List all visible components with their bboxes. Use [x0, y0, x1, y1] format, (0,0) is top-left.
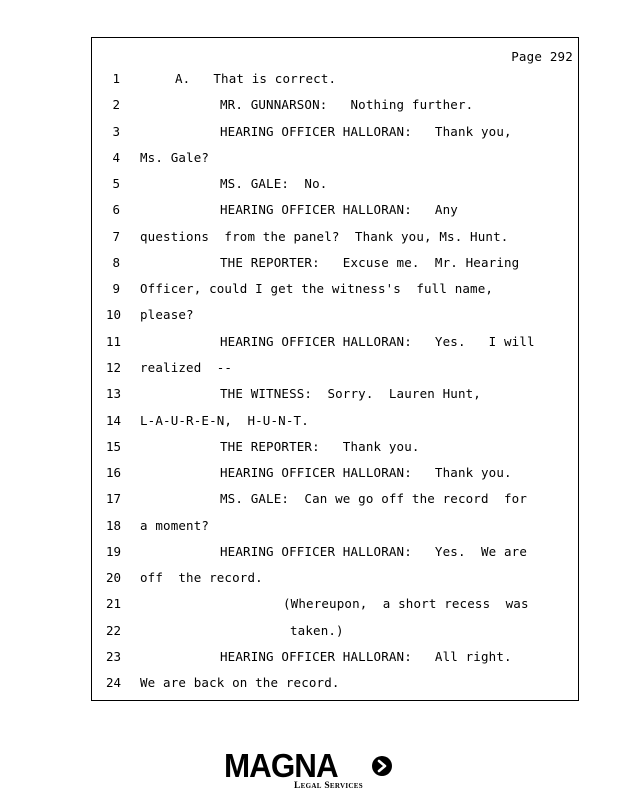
line-number: 10 [106, 307, 122, 323]
line-text: taken.) [290, 622, 344, 638]
transcript-line [0, 360, 618, 380]
line-text: HEARING OFFICER HALLORAN: Yes. We are [220, 543, 528, 559]
transcript-line [0, 413, 618, 433]
line-number: 13 [106, 386, 122, 402]
transcript-line [0, 518, 618, 538]
line-number: 15 [106, 438, 122, 454]
line-number: 8 [112, 254, 120, 270]
line-text: questions from the panel? Thank you, Ms. Hunt. [140, 228, 509, 244]
line-number: 18 [106, 517, 122, 533]
line-text: THE REPORTER: Thank you. [220, 438, 420, 454]
line-text: THE REPORTER: Excuse me. Mr. Hearing [220, 254, 520, 270]
transcript-line [0, 439, 618, 459]
transcript-line [0, 176, 618, 196]
transcript-line [0, 491, 618, 511]
line-text: THE WITNESS: Sorry. Lauren Hunt, [220, 386, 481, 402]
line-text: MS. GALE: No. [220, 176, 328, 192]
transcript-line [0, 281, 618, 301]
line-number: 24 [106, 675, 122, 691]
line-number: 6 [112, 202, 120, 218]
transcript-line [0, 124, 618, 144]
transcript-line [0, 229, 618, 249]
line-number: 9 [112, 281, 120, 297]
arrow-circle-icon [371, 755, 393, 777]
magna-logo [224, 748, 404, 792]
line-text: (Whereupon, a short recess was [283, 596, 529, 612]
line-text: Ms. Gale? [140, 149, 210, 165]
line-text: A. That is correct. [175, 71, 337, 86]
line-number: 5 [112, 176, 120, 192]
line-number: 16 [106, 465, 122, 481]
line-text: HEARING OFFICER HALLORAN: Yes. I will [220, 333, 535, 349]
line-number: 2 [112, 97, 120, 113]
transcript-line [0, 570, 618, 590]
transcript-line [0, 97, 618, 117]
transcript-line [0, 150, 618, 170]
transcript-line [0, 596, 618, 616]
transcript-line [0, 623, 618, 643]
line-number: 20 [106, 570, 122, 586]
transcript-line [0, 675, 618, 695]
line-text: MS. GALE: Can we go off the record for [220, 491, 528, 507]
line-text: L-A-U-R-E-N, H-U-N-T. [140, 412, 309, 428]
transcript-line [0, 649, 618, 669]
line-number: 7 [112, 228, 120, 244]
page-number: Page 292 [511, 49, 573, 64]
line-number: 23 [106, 648, 122, 664]
transcript-line [0, 71, 618, 91]
line-text: HEARING OFFICER HALLORAN: Thank you. [220, 465, 512, 481]
line-number: 11 [106, 333, 122, 349]
line-number: 4 [112, 149, 120, 165]
line-text: We are back on the record. [140, 675, 340, 691]
line-number: 17 [106, 491, 122, 507]
line-number: 14 [106, 412, 122, 428]
line-text: HEARING OFFICER HALLORAN: Any [220, 202, 458, 218]
line-number: 19 [106, 543, 122, 559]
line-text: HEARING OFFICER HALLORAN: Thank you, [220, 123, 512, 139]
logo-wordmark: MAGNA [224, 747, 338, 784]
transcript-line [0, 544, 618, 564]
line-number: 22 [106, 622, 122, 638]
line-number: 12 [106, 359, 122, 375]
line-text: a moment? [140, 517, 210, 533]
transcript-line [0, 465, 618, 485]
transcript-line [0, 307, 618, 327]
transcript-line [0, 255, 618, 275]
transcript-line [0, 386, 618, 406]
line-number: 21 [106, 596, 122, 612]
line-text: off the record. [140, 570, 263, 586]
line-number: 1 [112, 71, 120, 86]
line-number: 3 [112, 123, 120, 139]
line-text: Officer, could I get the witness's full name, [140, 281, 494, 297]
logo-subtitle: Legal Services [294, 781, 363, 791]
transcript-line [0, 202, 618, 222]
line-text: HEARING OFFICER HALLORAN: All right. [220, 648, 512, 664]
line-text: MR. GUNNARSON: Nothing further. [220, 97, 474, 113]
transcript-line [0, 334, 618, 354]
line-text: please? [140, 307, 194, 323]
line-text: realized -- [140, 359, 233, 375]
